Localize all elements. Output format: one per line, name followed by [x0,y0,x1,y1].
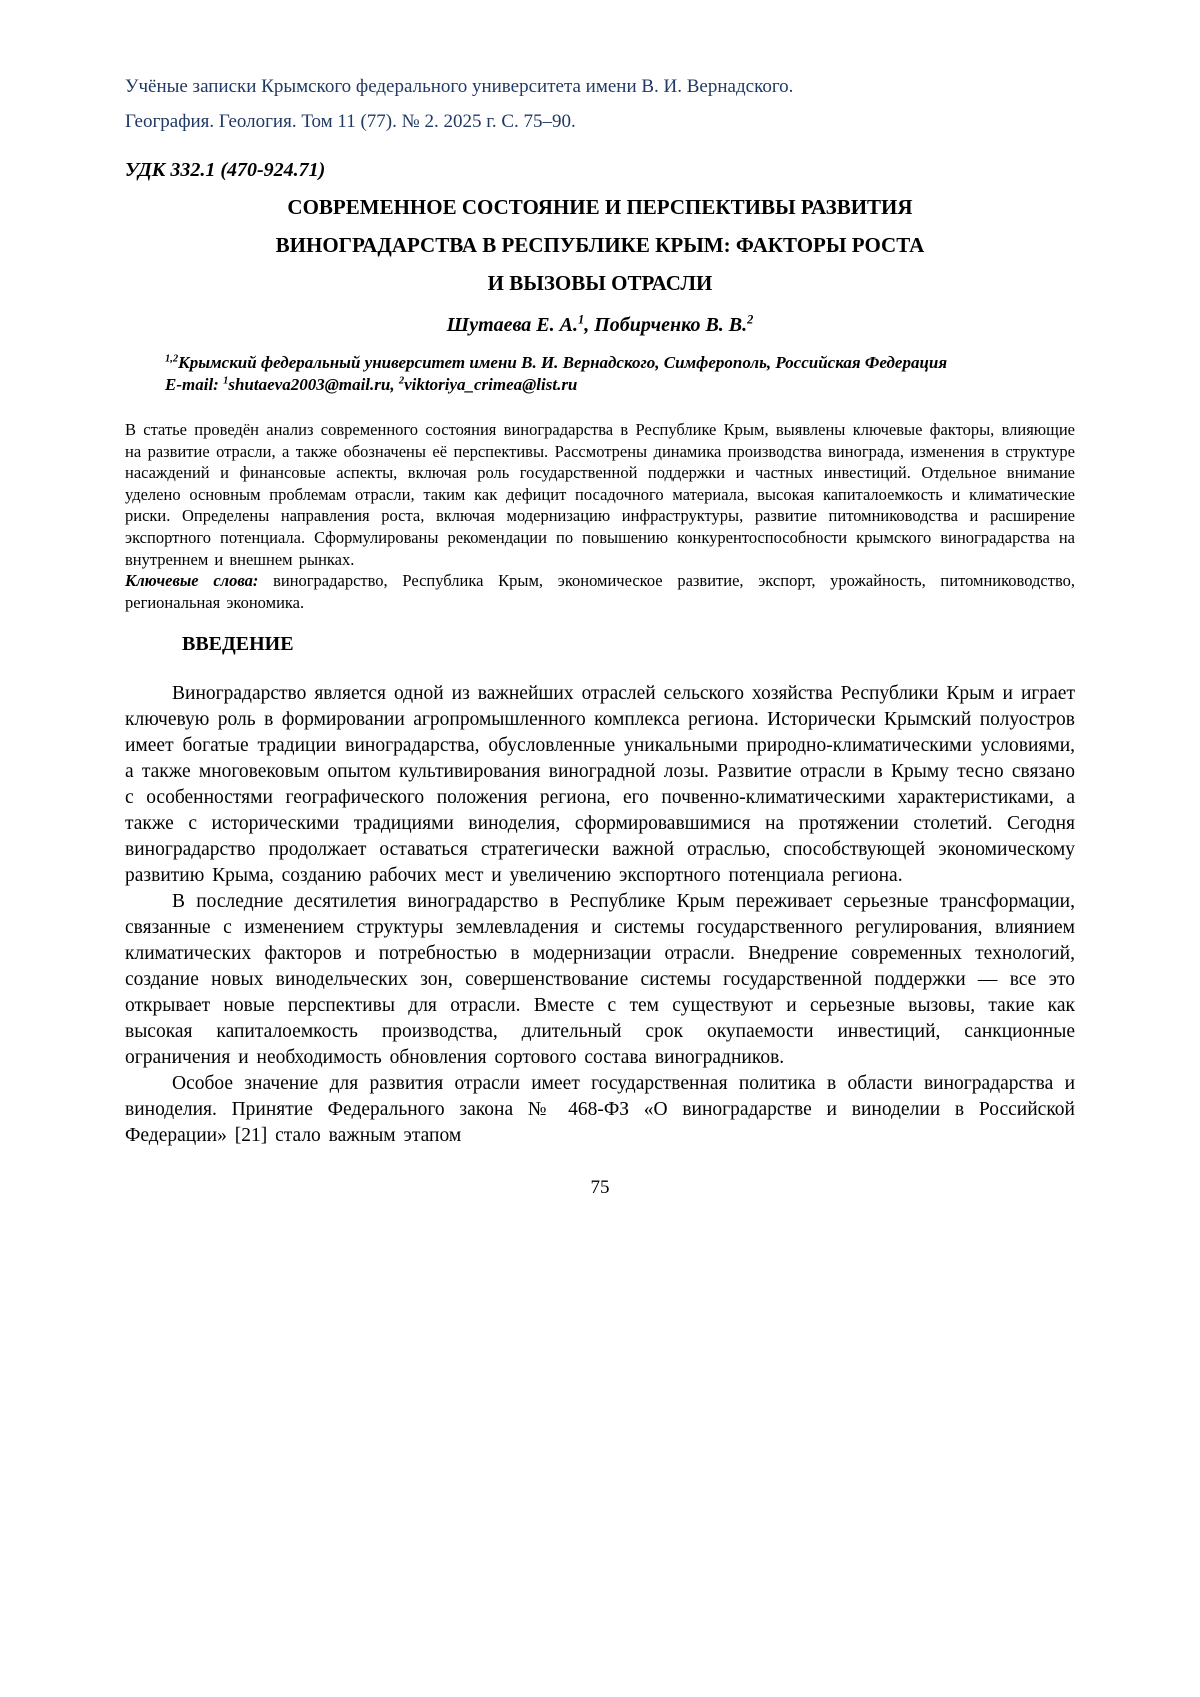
author-2-superscript: 2 [747,312,754,327]
keywords-line [125,570,1075,613]
journal-header-line-2: География. Геология. Том 11 (77). № 2. 2025 г. С. 75–90. [125,111,576,132]
article-title [125,188,1075,302]
authors-separator: , [584,314,595,336]
keywords-text: виноградарство, Республика Крым, экономическое развитие, экспорт, урожайность, питомниководство, региональная экономика. [125,571,1075,612]
udc-label: УДК 332.1 (470-924.71) [125,159,326,181]
affiliation-block [125,352,1075,396]
abstract-text: В статье проведён анализ современного состояния виноградарства в Республике Крым, выявлены ключевые факторы, влияющие на развитие отрасли, а также обозначены её перспективы. Рассмотрены динамика производства винограда, изменения в структуре насаждений и финансовые аспекты, включая роль государственной поддержки и частных инвестиций. Отдельное внимание уделено основным проблемам отрасли, таким как дефицит посадочного материала, высокая капиталоемкость и климатические риски. Определены направления роста, включая модернизацию инфраструктуры, развитие питомниководства и расширение экспортного потенциала. Сформулированы рекомендации по повышению конкурентоспособности крымского виноградарства на внутреннем и внешнем рынках. [125,420,1075,569]
email-2-superscript: 2 [398,375,405,387]
article-body [125,681,1075,1149]
body-paragraph-1: Виноградарство является одной из важнейших отраслей сельского хозяйства Республики Крым и играет ключевую роль в формировании агропромышленного комплекса региона. Исторически Крымский полуостров имеет богатые традиции виноградарства, обусловленные уникальными природно-климатическими условиями, а также многовековым опытом культивирования виноградной лозы. Развитие отрасли в Крыму тесно связано с особенностями географического положения региона, его почвенно-климатическими характеристиками, а также с историческими традициями виноделия, сформировавшимися на протяжении столетий. Сегодня виноградарство продолжает оставаться стратегически важной отраслью, способствующей экономическому развитию Крыма, созданию рабочих мест и увеличению экспортного потенциала региона. [125,683,1075,887]
body-paragraph-3: Особое значение для развития отрасли имеет государственная политика в области виноградарства и виноделия. Принятие Федерального закона № 468-ФЗ «О виноградарстве и виноделии в Российской Федерации» [21] стало важным этапом [125,1073,1075,1147]
page-number: 75 [590,1177,610,1199]
author-1: Шутаева Е. А. [446,314,578,336]
author-1-superscript: 1 [577,312,585,327]
affiliation-text: $^{1,2}$Крымский федеральный университет имени В. И. Вернадского, Симферополь, Российская Федерация [165,353,948,372]
email-label: E-mail: [165,375,224,394]
email-separator: , [390,375,399,394]
journal-header-line-1: Учёные записки Крымского федерального университета имени В. И. Вернадского. [125,76,794,97]
affiliation-superscript: 1,2 [165,353,179,365]
section-heading-introduction: ВВЕДЕНИЕ [182,633,294,656]
article-title-line-1: СОВРЕМЕННОЕ СОСТОЯНИЕ И ПЕРСПЕКТИВЫ РАЗВИТИЯ [287,195,913,219]
body-paragraph-2: В последние десятилетия виноградарство в Республике Крым переживает серьезные трансформации, связанные с изменением структуры землевладения и системы государственного регулирования, влиянием климатических факторов и потребностью в модернизации отрасли. Внедрение современных технологий, создание новых винодельческих зон, совершенствование системы государственной поддержки — все это открывает новые перспективы для отрасли. Вместе с тем существуют и серьезные вызовы, такие как высокая капиталоемкость производства, длительный срок окупаемости инвестиций, санкционные ограничения и необходимость обновления сортового состава виноградников. [125,891,1075,1069]
abstract-block [125,419,1075,613]
email-2: viktoriya_crimea@list.ru [404,375,578,394]
authors-line [125,311,1075,339]
email-1-superscript: 1 [223,375,229,387]
email-1: shutaeva2003@mail.ru [228,375,391,394]
email-line [125,374,1075,396]
article-title-line-2: ВИНОГРАДАРСТВА В РЕСПУБЛИКЕ КРЫМ: ФАКТОРЫ РОСТА [275,233,925,257]
author-2: Побирченко В. В. [594,314,748,336]
article-title-line-3: И ВЫЗОВЫ ОТРАСЛИ [487,271,713,295]
keywords-label: Ключевые слова: [125,571,259,591]
